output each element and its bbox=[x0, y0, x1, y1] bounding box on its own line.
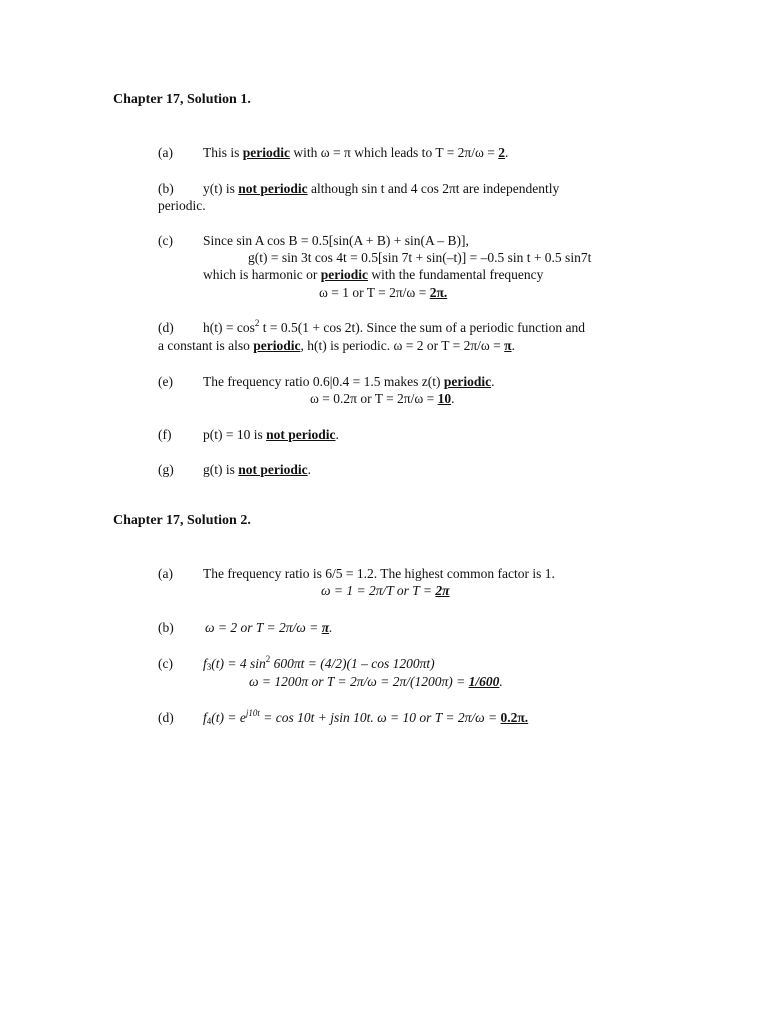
s1-e-answer: 10 bbox=[437, 391, 452, 406]
s1-f-pre: p(t) = 10 is bbox=[203, 427, 267, 442]
s2-d-text bbox=[203, 710, 528, 726]
s1-d-l2-post: , h(t) is periodic. ω = 2 or T = 2π/ω = bbox=[300, 338, 505, 353]
s1-d-line2 bbox=[158, 338, 515, 354]
s2-d-answer: 0.2π. bbox=[500, 710, 529, 725]
s1-f-text bbox=[203, 427, 339, 443]
s1-d-l1-sup: 2 bbox=[254, 318, 260, 328]
s2-c-sub: 3 bbox=[206, 662, 212, 672]
s2-c-sup: 2 bbox=[265, 654, 271, 664]
s1-b-line1 bbox=[203, 181, 559, 197]
s1-d-label: (d) bbox=[158, 320, 174, 335]
s1-d-l2-pre: a constant is also bbox=[158, 338, 254, 353]
s2-a-line2 bbox=[321, 583, 450, 599]
s1-c-line1: Since sin A cos B = 0.5[sin(A + B) + sin(A – B)], bbox=[203, 233, 469, 248]
s1-a-post: with ω = π which leads to T = 2π/ω = bbox=[290, 145, 499, 160]
s1-c-label: (c) bbox=[158, 233, 173, 248]
s2-b-end: . bbox=[329, 620, 333, 635]
s1-g-label: (g) bbox=[158, 462, 174, 477]
s1-c-answer: 2π. bbox=[429, 285, 448, 300]
s2-a-label: (a) bbox=[158, 566, 173, 581]
s2-c-line2 bbox=[249, 674, 503, 690]
s1-e-line2 bbox=[310, 391, 455, 407]
solution-2-heading: Chapter 17, Solution 2. bbox=[113, 513, 251, 528]
s2-b-label: (b) bbox=[158, 620, 174, 635]
s2-d-sup: j10t bbox=[245, 708, 260, 718]
s1-a-end: . bbox=[505, 145, 509, 160]
s1-d-answer: π bbox=[504, 338, 512, 353]
s1-b-keyword: not periodic bbox=[238, 181, 308, 196]
s2-b-answer: π bbox=[321, 620, 330, 635]
s1-b-post: although sin t and 4 cos 2πt are independently bbox=[307, 181, 560, 196]
s1-c-line4 bbox=[319, 285, 447, 301]
s1-d-line1 bbox=[203, 320, 585, 336]
s2-b-text bbox=[205, 620, 332, 636]
s1-b-line2: periodic. bbox=[158, 198, 206, 213]
s2-a-line1: The frequency ratio is 6/5 = 1.2. The highest common factor is 1. bbox=[203, 566, 555, 581]
s1-a-answer: 2 bbox=[498, 145, 506, 160]
s2-d-sub: 4 bbox=[206, 716, 212, 726]
s1-c-line3 bbox=[203, 267, 543, 283]
s1-e-l2-end: . bbox=[451, 391, 455, 406]
s2-c-answer: 1/600 bbox=[468, 674, 500, 689]
s2-c-f: f bbox=[203, 656, 207, 671]
s1-a-pre: This is bbox=[203, 145, 243, 160]
s2-a-l2-pre: ω = 1 = 2π/T or T = bbox=[321, 583, 436, 598]
s2-c-mid: (t) = 4 sin bbox=[211, 656, 266, 671]
s2-d-label: (d) bbox=[158, 710, 174, 725]
solution-1-heading: Chapter 17, Solution 1. bbox=[113, 92, 251, 107]
s2-d-mid: (t) = e bbox=[211, 710, 246, 725]
s1-e-l1-end: . bbox=[491, 374, 495, 389]
s1-d-l1-post: t = 0.5(1 + cos 2t). Since the sum of a periodic function and bbox=[259, 320, 586, 335]
s1-c-keyword: periodic bbox=[320, 267, 368, 282]
s1-d-l2-end: . bbox=[511, 338, 515, 353]
s1-e-l1-pre: The frequency ratio 0.6|0.4 = 1.5 makes z(t) bbox=[203, 374, 444, 389]
s1-f-keyword: not periodic bbox=[266, 427, 336, 442]
s1-d-keyword: periodic bbox=[253, 338, 301, 353]
s1-c-line3-pre: which is harmonic or bbox=[203, 267, 321, 282]
s1-g-keyword: not periodic bbox=[238, 462, 308, 477]
s1-c-line4-pre: ω = 1 or T = 2π/ω = bbox=[319, 285, 430, 300]
s2-a-answer: 2π bbox=[435, 583, 450, 598]
s1-a-text bbox=[203, 145, 508, 161]
s1-g-pre: g(t) is bbox=[203, 462, 239, 477]
s1-f-end: . bbox=[335, 427, 339, 442]
s1-b-pre: y(t) is bbox=[203, 181, 239, 196]
s2-c-line1 bbox=[203, 656, 435, 672]
s2-c-label: (c) bbox=[158, 656, 173, 671]
s1-e-line1 bbox=[203, 374, 494, 390]
s1-e-keyword: periodic bbox=[443, 374, 492, 389]
s1-d-l1-pre: h(t) = cos bbox=[203, 320, 255, 335]
s2-c-l2-end: . bbox=[499, 674, 503, 689]
s1-e-l2-pre: ω = 0.2π or T = 2π/ω = bbox=[310, 391, 438, 406]
s2-c-post: 600πt = (4/2)(1 – cos 1200πt) bbox=[270, 656, 435, 671]
s2-d-post: = cos 10t + jsin 10t. ω = 10 or T = 2π/ω = bbox=[259, 710, 501, 725]
s1-a-label: (a) bbox=[158, 145, 173, 160]
s1-g-end: . bbox=[307, 462, 311, 477]
s1-e-label: (e) bbox=[158, 374, 173, 389]
s1-a-keyword: periodic bbox=[242, 145, 291, 160]
s1-f-label: (f) bbox=[158, 427, 172, 442]
s1-b-label: (b) bbox=[158, 181, 174, 196]
s1-c-line3-post: with the fundamental frequency bbox=[367, 267, 544, 282]
s1-g-text bbox=[203, 462, 311, 478]
s2-d-f: f bbox=[203, 710, 207, 725]
s2-c-l2-pre: ω = 1200π or T = 2π/ω = 2π/(1200π) = bbox=[249, 674, 469, 689]
s1-c-line2: g(t) = sin 3t cos 4t = 0.5[sin 7t + sin(–t)] = –0.5 sin t + 0.5 sin7t bbox=[248, 250, 592, 265]
s2-b-pre: ω = 2 or T = 2π/ω = bbox=[205, 620, 322, 635]
